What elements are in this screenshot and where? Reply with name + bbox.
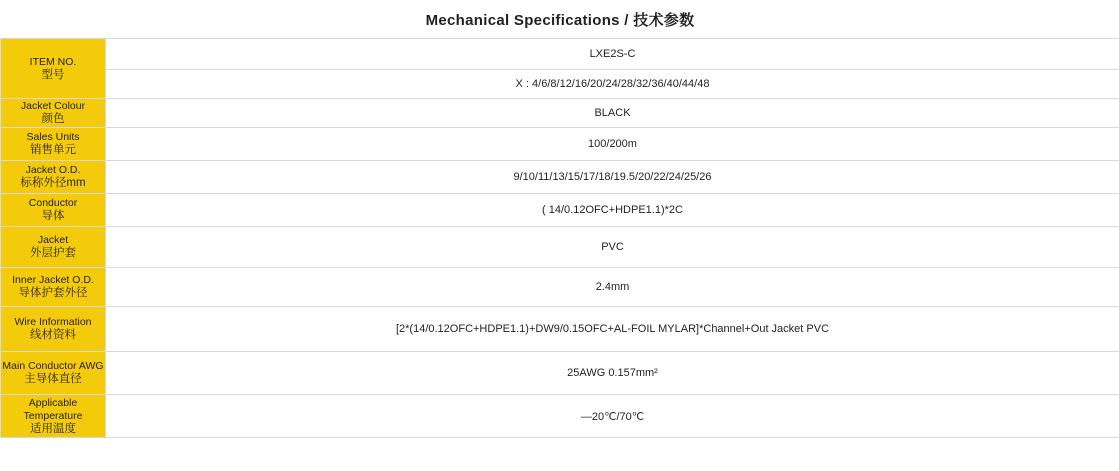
table-row: [1, 161, 1119, 194]
table-row: [1, 128, 1119, 161]
row-value-inner-jacket-od: 2.4mm: [106, 268, 1119, 307]
row-value-sales-units: 100/200m: [106, 128, 1119, 161]
row-label-conductor: [1, 194, 106, 227]
row-label-en: Main Conductor AWG: [2, 360, 104, 372]
table-row: [1, 99, 1119, 128]
row-label-jacket: [1, 227, 106, 268]
table-row: [1, 194, 1119, 227]
row-label-cn: 颜色: [41, 113, 65, 125]
row-label-main-conductor-awg: [1, 352, 106, 395]
row-label-cn: 主导体直径: [24, 373, 82, 385]
row-value-jacket-colour: BLACK: [106, 99, 1119, 128]
row-label-cn: 导体: [41, 210, 65, 222]
table-row: [1, 39, 1119, 70]
table-row: [1, 352, 1119, 395]
table-row: [1, 307, 1119, 352]
table-row: [1, 227, 1119, 268]
row-label-en: Jacket Colour: [20, 100, 86, 112]
row-value-item-no-1: LXE2S-C: [106, 39, 1119, 70]
row-label-en: Inner Jacket O.D.: [12, 274, 94, 286]
row-label-en: Jacket: [37, 234, 69, 246]
page-title: Mechanical Specifications / 技术参数: [1, 0, 1119, 39]
row-label-wire-information: [1, 307, 106, 352]
row-value-jacket: PVC: [106, 227, 1119, 268]
row-label-cn: 标称外径mm: [20, 177, 86, 189]
row-label-cn: 销售单元: [30, 144, 76, 156]
table-row: [1, 395, 1119, 438]
row-label-cn: 型号: [41, 68, 65, 81]
table-title-row: [1, 0, 1119, 39]
table-row: [1, 70, 1119, 99]
row-value-wire-information: [2*(14/0.12OFC+HDPE1.1)+DW9/0.15OFC+AL-FOIL MYLAR]*Channel+Out Jacket PVC: [106, 307, 1119, 352]
row-label-cn: 外层护套: [30, 247, 76, 259]
row-label-en: Conductor: [28, 197, 78, 209]
row-label-en: ITEM NO.: [29, 55, 77, 68]
row-value-conductor: ( 14/0.12OFC+HDPE1.1)*2C: [106, 194, 1119, 227]
row-label-jacket-colour: [1, 99, 106, 128]
row-value-item-no-2: X : 4/6/8/12/16/20/24/28/32/36/40/44/48: [106, 70, 1119, 99]
row-label-sales-units: [1, 128, 106, 161]
row-label-en: Jacket O.D.: [25, 164, 81, 176]
row-label-cn: 线材资料: [30, 329, 76, 341]
row-label-cn: 导体护套外径: [18, 287, 88, 299]
row-label-applicable-temperature: [1, 395, 106, 438]
row-label-en: Wire Information: [14, 316, 92, 328]
row-value-jacket-od: 9/10/11/13/15/17/18/19.5/20/22/24/25/26: [106, 161, 1119, 194]
row-label-en: Applicable Temperature: [23, 396, 83, 422]
row-value-main-conductor-awg: 25AWG 0.157mm²: [106, 352, 1119, 395]
row-label-jacket-od: [1, 161, 106, 194]
table-row: [1, 268, 1119, 307]
row-label-inner-jacket-od: [1, 268, 106, 307]
row-label-item-no: [1, 39, 106, 99]
row-label-cn: 适用温度: [30, 422, 76, 435]
row-value-applicable-temperature: —20℃/70℃: [106, 395, 1119, 438]
row-label-en: Sales Units: [26, 131, 80, 143]
